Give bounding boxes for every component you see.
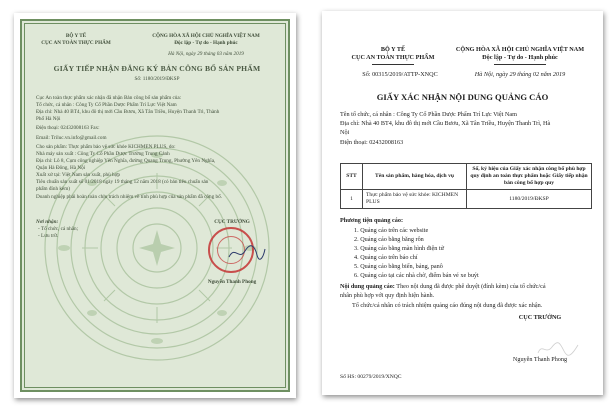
ad-org: Tên tổ chức, cá nhân : Công Ty Cổ Phần Dược Phẩm Trí Lực Việt Nam xyxy=(340,111,517,118)
table-row xyxy=(341,190,592,209)
table-header: Tên sản phẩm, hàng hóa, dịch vụ xyxy=(363,164,467,190)
ad-media-label: Phương tiện quảng cáo: xyxy=(340,217,404,224)
cert-line: Cho sản phẩm: Thực phẩm bảo vệ sức khỏe KICHMEN PLUS, do: xyxy=(36,144,176,150)
cert-ministry: BỘ Y TẾ xyxy=(65,33,87,39)
ad-signer: Nguyễn Thanh Phong xyxy=(512,356,568,363)
ad-header-rule xyxy=(494,64,546,65)
cert-recipients-label: Nơi nhận: xyxy=(36,219,59,225)
cert-line: Địa chỉ: Nhà 40 BT4, khu đô thị mới Cầu Bươu, Xã Tân Triều, Huyện Thanh Trì, Thành xyxy=(36,109,220,115)
director-signature xyxy=(227,243,267,263)
cert-director-title: CỤC TRƯỞNG xyxy=(214,219,250,225)
media-item: 2. Quảng cáo bằng băng rôn xyxy=(354,236,424,243)
ad-ref-number: Số: 00315/2019/ATTP-XNQC xyxy=(362,71,438,78)
cert-line: phẩm đính kèm) xyxy=(36,186,70,192)
ad-republic: CỘNG HÒA XÃ HỘI CHỦ NGHĨA VIỆT NAM xyxy=(455,46,585,53)
cert-line: Xuất xứ tại: Việt Nam sản xuất, phù hợp xyxy=(36,172,120,178)
cert-signer: Nguyễn Thanh Phong xyxy=(207,279,257,285)
table-header: Số, ký hiệu của Giấy xác nhận công bố phù hợp quy định an toàn thực phẩm hoặc Giấy tiếp nhận bản công bố hợp quy xyxy=(467,164,592,190)
cert-line: Tiêu chuẩn sản xuất số 01/2018 ngày 19 tháng 12 năm 2018 (có bản tiêu chuẩn sản xyxy=(36,179,209,185)
ad-content-cont: nhân phù hợp với quy định hiện hành. xyxy=(340,292,435,299)
cert-title: GIẤY TIẾP NHẬN ĐĂNG KÝ BẢN CÔNG BỐ SẢN PHẨM xyxy=(53,64,261,73)
media-item: 5. Quảng cáo bằng biển, bảng, panô xyxy=(354,263,443,270)
certificate-border xyxy=(20,19,290,392)
ad-footer-number: Số HS: 00279/2019/XNQC xyxy=(340,374,402,380)
table-cell: Thực phẩm bảo vệ sức khỏe: KICHMEN PLUS xyxy=(363,190,467,209)
ad-agency: CỤC AN TOÀN THỰC PHẨM xyxy=(351,54,435,61)
media-item: 6. Quảng cáo tại các nhà chờ, điểm bán vé xe buýt xyxy=(354,272,479,279)
media-item: 4. Quảng cáo trên báo chí xyxy=(354,254,418,261)
cert-line: Nhà máy sản xuất : Công Ty Cổ Phần Dược Trường Trung Cảnh xyxy=(36,151,170,157)
cert-motto: Độc lập - Tự do - Hạnh phúc xyxy=(174,40,238,46)
cert-number: Số: 1180/2019/ĐKSP xyxy=(134,76,180,82)
table-cell: 1 xyxy=(341,190,363,209)
ad-phone: Điện thoại: 02432008163 xyxy=(340,139,404,146)
cert-line: Quận Hà Đông, Hà Nội xyxy=(36,165,86,171)
ad-title: GIẤY XÁC NHẬN NỘI DUNG QUẢNG CÁO xyxy=(376,92,549,102)
ad-director-title: CỤC TRƯỞNG xyxy=(518,314,562,321)
media-item: 3. Quảng cáo bằng màn hình điện tử xyxy=(354,245,444,252)
ad-address-1: Địa chỉ: Nhà 40 BT4, khu đô thị mới Cầu Bươu, Xã Tân Triều, Huyện Thanh Trì, Hà xyxy=(340,120,551,127)
ad-date: Hà Nội, ngày 29 tháng 02 năm 2019 xyxy=(474,71,566,78)
ad-motto: Độc lập - Tự do - Hạnh phúc xyxy=(482,54,558,61)
advertising-confirmation-document xyxy=(322,11,603,395)
product-registration-certificate xyxy=(14,13,296,398)
director-signature xyxy=(536,341,580,357)
media-item: 1. Quảng cáo trên các website xyxy=(354,227,429,234)
ad-responsibility: Tổ chức/cá nhân có trách nhiệm quảng cáo đúng nội dung đã được xác nhận. xyxy=(352,302,543,309)
cert-recipient: - Lưu trữ. xyxy=(38,233,59,239)
cert-line: Email: Triluc.vn.info@gmail.com xyxy=(36,135,107,141)
ad-address-2: Nội xyxy=(340,129,350,136)
cert-recipient: - Tổ chức, cá nhân; xyxy=(38,226,79,232)
cert-date: Hà Nội, ngày 29 tháng 03 năm 2019 xyxy=(168,51,244,57)
ad-ministry: BỘ Y TẾ xyxy=(380,46,406,53)
cert-line: Phố Hà Nội xyxy=(36,116,61,122)
product-table xyxy=(340,163,592,209)
table-header: STT xyxy=(341,164,363,190)
table-header-row xyxy=(341,164,592,190)
cert-republic: CỘNG HÒA XÃ HỘI CHỦ NGHĨA VIỆT NAM xyxy=(152,33,260,39)
ad-content-text: Theo nội dung đã được phê duyệt (đính kèm) của tổ chức/cá xyxy=(394,283,546,290)
cert-line: Tổ chức, cá nhân : Công Ty Cổ Phần Dược Phẩm Trí Lực Việt Nam xyxy=(36,102,177,108)
cert-line: Cục An toàn thực phẩm xác nhận đã nhận Bản công bố sản phẩm của: xyxy=(36,95,182,101)
cert-line: Địa chỉ: Lô 8, Cụm công nghiệp Yên Nghĩa, đường Quang Trung, Phường Yên Nghĩa, xyxy=(36,158,216,164)
ad-content-label: Nội dung quảng cáo: xyxy=(340,283,395,290)
ad-header-rule xyxy=(372,64,414,65)
table-cell: 1180/2019/ĐKSP xyxy=(467,190,592,209)
cert-agency: CỤC AN TOÀN THỰC PHẨM xyxy=(41,40,111,46)
cert-line: Doanh nghiệp phải hoàn toàn chịu trách nhiệm về tính phù hợp của sản phẩm đã công bố. xyxy=(36,194,222,200)
cert-line: Điện thoại: 02432008163 Fax: xyxy=(36,125,100,131)
ad-content xyxy=(340,283,546,291)
